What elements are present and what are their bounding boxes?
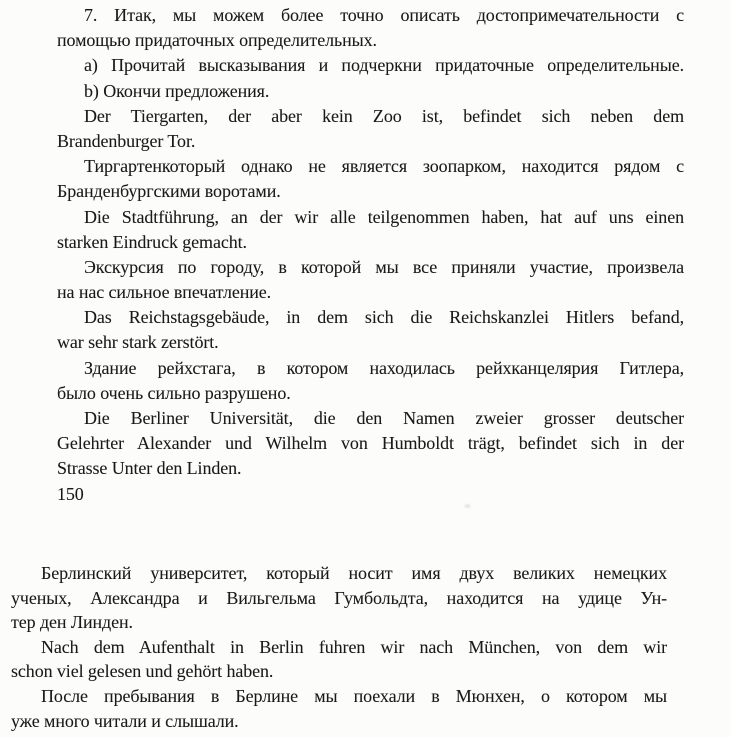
- text-line: war sehr stark zerstört.: [57, 332, 219, 353]
- text-line: Die Berliner Universität, die den Namen zweier grosser deutscher: [84, 408, 684, 428]
- paragraph: [57, 154, 684, 204]
- text-line: тер ден Линден.: [11, 612, 133, 633]
- text-line: Der Tiergarten, der aber kein Zoo ist, befindet sich neben dem: [84, 105, 684, 126]
- text-line: Бранденбургскими воротами.: [57, 181, 281, 202]
- paragraph: [11, 561, 667, 635]
- page-number: 150: [57, 483, 84, 504]
- text-line: Экскурсия по городу, в которой мы все приняли участие, произвела: [84, 256, 684, 277]
- text-line: Das Reichstagsgebäude, in dem sich die Reichskanzlei Hitlers befand,: [84, 307, 684, 328]
- paragraph: [57, 255, 684, 305]
- paragraph: [57, 205, 684, 255]
- paragraph: [57, 356, 684, 406]
- text-line: 7. Итак, мы можем более точно описать достопримечательности с: [84, 5, 684, 25]
- text-line: уже много читали и слышали.: [11, 710, 239, 731]
- text-line: было очень сильно разрушено.: [57, 382, 291, 403]
- text-line: b) Окончи предложения.: [84, 80, 270, 101]
- paragraph: [11, 684, 667, 733]
- text-line: Die Stadtführung, an der wir alle teilgenommen haben, hat auf uns einen: [84, 206, 684, 227]
- text-line: ученых, Александра и Вильгельма Гумбольдта, находится на удице Ун-: [11, 587, 667, 608]
- text-line: schon viel gelesen und gehört haben.: [11, 661, 274, 682]
- paragraph: [11, 635, 667, 684]
- text-line: Gelehrter Alexander und Wilhelm von Humboldt trägt, befindet sich in der: [57, 433, 684, 454]
- text-line: Берлинский университет, который носит имя двух великих немецких: [41, 563, 667, 583]
- text-line: Nach dem Aufenthalt in Berlin fuhren wir nach München, von dem wir: [41, 636, 667, 657]
- text-line: a) Прочитай высказывания и подчеркни придаточные определительные.: [84, 55, 684, 76]
- paragraph: [57, 79, 684, 104]
- lower-page-text: [11, 561, 667, 733]
- text-line: Brandenburger Tor.: [57, 130, 196, 151]
- paragraph: [57, 305, 684, 355]
- upper-page-text: [57, 3, 684, 507]
- paragraph: [57, 104, 684, 154]
- scan-speck: [463, 503, 472, 509]
- paragraph: [57, 406, 684, 482]
- text-line: После пребывания в Берлине мы поехали в Мюнхен, о котором мы: [41, 685, 667, 706]
- text-line: starken Eindruck gemacht.: [57, 231, 247, 252]
- paragraph: [57, 3, 684, 53]
- paragraph: [57, 53, 684, 78]
- text-line: на нас сильное впечатление.: [57, 282, 272, 303]
- text-line: Здание рейхстага, в котором находилась рейхканцелярия Гитлера,: [84, 357, 684, 378]
- text-line: Strasse Unter den Linden.: [57, 458, 242, 479]
- text-line: помощью придаточных определительных.: [57, 30, 377, 51]
- text-line: Тиргартенкоторый однако не является зоопарком, находится рядом с: [84, 156, 684, 177]
